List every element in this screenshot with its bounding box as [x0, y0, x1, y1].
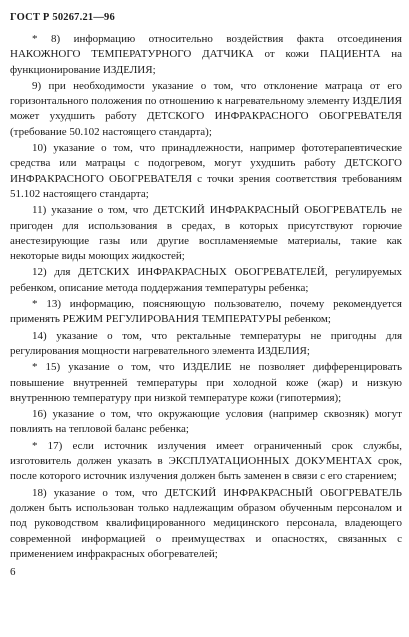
paragraph-item-13: * 13) информацию, поясняющую пользователю, почему рекомендуется применять РЕЖИМ РЕГУЛИРОВАНИЯ ТЕМПЕРАТУРЫ ребенком;	[10, 298, 402, 326]
paragraph-item-9: 9) при необходимости указание о том, что отклонение матраца от его горизонтального положения по отношению к нагревательному элементу ИЗДЕЛИЯ может ухудшить работу ДЕТСКОГО ИНФРАКРАСНОГО ОБОГРЕВАТЕЛЯ (требование 50.102 настоящего стандарта);	[10, 79, 402, 138]
paragraph-item-16: 16) указание о том, что окружающие условия (например сквозняк) могут повлиять на тепловой баланс ребенка;	[10, 408, 402, 436]
paragraph-item-12: 12) для ДЕТСКИХ ИНФРАКРАСНЫХ ОБОГРЕВАТЕЛЕЙ, регулируемых ребенком, описание метода поддержания температуры ребенка;	[10, 266, 402, 294]
paragraph-item-10: 10) указание о том, что принадлежности, например фототерапевтические средства или матрацы с подогревом, могут ухудшить работу ДЕТСКОГО ИНФРАКРАСНОГО ОБОГРЕВАТЕЛЯ с точки зрения соответствия требованиям 51.102 настоящего стандарта;	[10, 142, 402, 200]
paragraph-item-14: 14) указание о том, что ректальные температуры не пригодны для регулирования мощности нагревательного элемента ИЗДЕЛИЯ;	[10, 329, 402, 357]
document-header: ГОСТ Р 50267.21—96	[10, 12, 115, 23]
page-number: 6	[10, 566, 16, 578]
paragraph-item-15: * 15) указание о том, что ИЗДЕЛИЕ не позволяет дифференцировать повышение внутренней температуры при холодной коже (жар) и низкую внутреннюю температуру при низкой температуре кожи (гипотермия);	[10, 361, 402, 404]
paragraph-item-11: 11) указание о том, что ДЕТСКИЙ ИНФРАКРАСНЫЙ ОБОГРЕВАТЕЛЬ не пригоден для использования в средах, в которых присутствуют горючие анестезирующие газы или другие воспламеняемые материалы, такие как некоторые виды моющих жидкостей;	[10, 204, 402, 263]
paragraph-item-17: * 17) если источник излучения имеет ограниченный срок службы, изготовитель должен указать в ЭКСПЛУАТАЦИОННЫХ ДОКУМЕНТАХ срок, после которого источник излучения должен быть заменен в связи с его старением;	[10, 439, 402, 483]
document-body	[10, 32, 402, 563]
paragraph-item-8: * 8) информацию относительно воздействия факта отсоединения НАКОЖНОГО ТЕМПЕРАТУРНОГО ДАТЧИКА от кожи ПАЦИЕНТА на функционирование ИЗДЕЛИЯ;	[10, 33, 402, 76]
paragraph-item-18: 18) указание о том, что ДЕТСКИЙ ИНФРАКРАСНЫЙ ОБОГРЕВАТЕЛЬ должен быть использован только надлежащим образом обученным персоналом и под руководством квалифицированного медицинского персонала, владеющего современной информацией о преимуществах и опасностях, связанных с применением инфракрасных обогревателей;	[10, 486, 402, 560]
